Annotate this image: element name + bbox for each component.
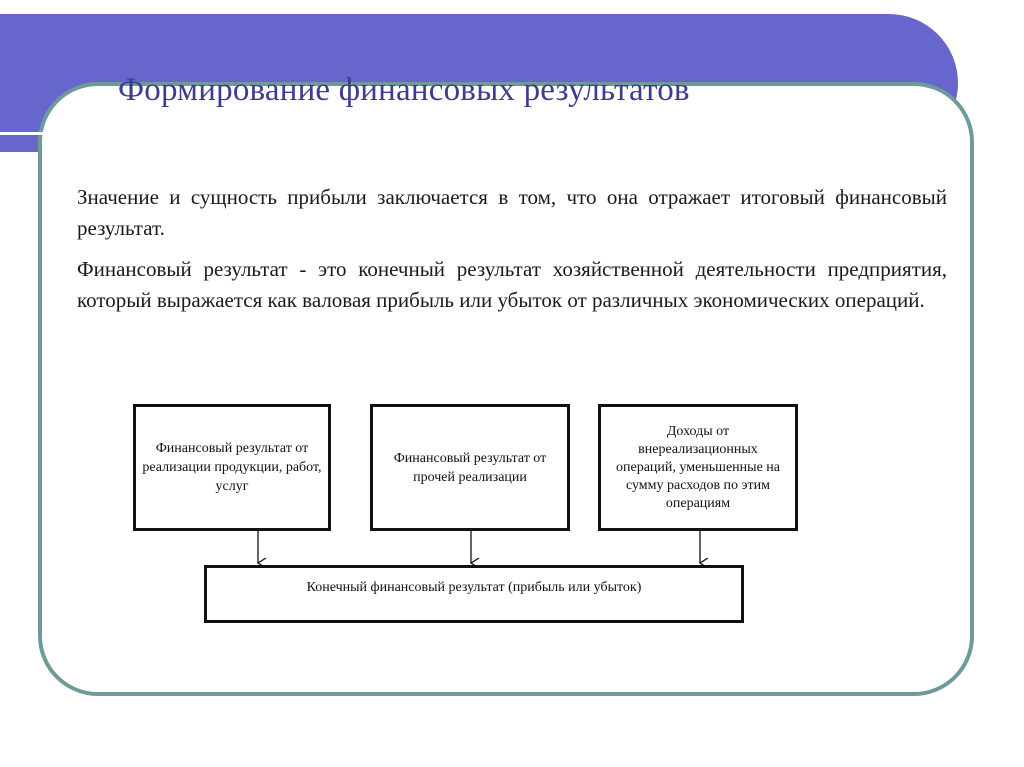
source-box-sales-label: Финансовый результат от реализации продукции, работ, услуг: [142, 441, 322, 494]
slide-title: Формирование финансовых результатов: [118, 72, 690, 108]
paragraph-profit-essence: Значение и сущность прибыли заключается в том, что она отражает итоговый финансовый результат.: [77, 185, 947, 240]
result-box-label: Конечный финансовый результат (прибыль или убыток): [306, 580, 642, 595]
paragraph-financial-result-definition: Финансовый результат - это конечный результат хозяйственной деятельности предприятия, который выражается как валовая прибыль или убыток от различных экономических операций.: [77, 257, 947, 312]
source-box-other-sales-label: Финансовый результат от прочей реализации: [393, 450, 547, 485]
source-box-non-operating-label: Доходы от внереализационных операций, уменьшенные на сумму расходов по этим операциям: [616, 423, 780, 511]
